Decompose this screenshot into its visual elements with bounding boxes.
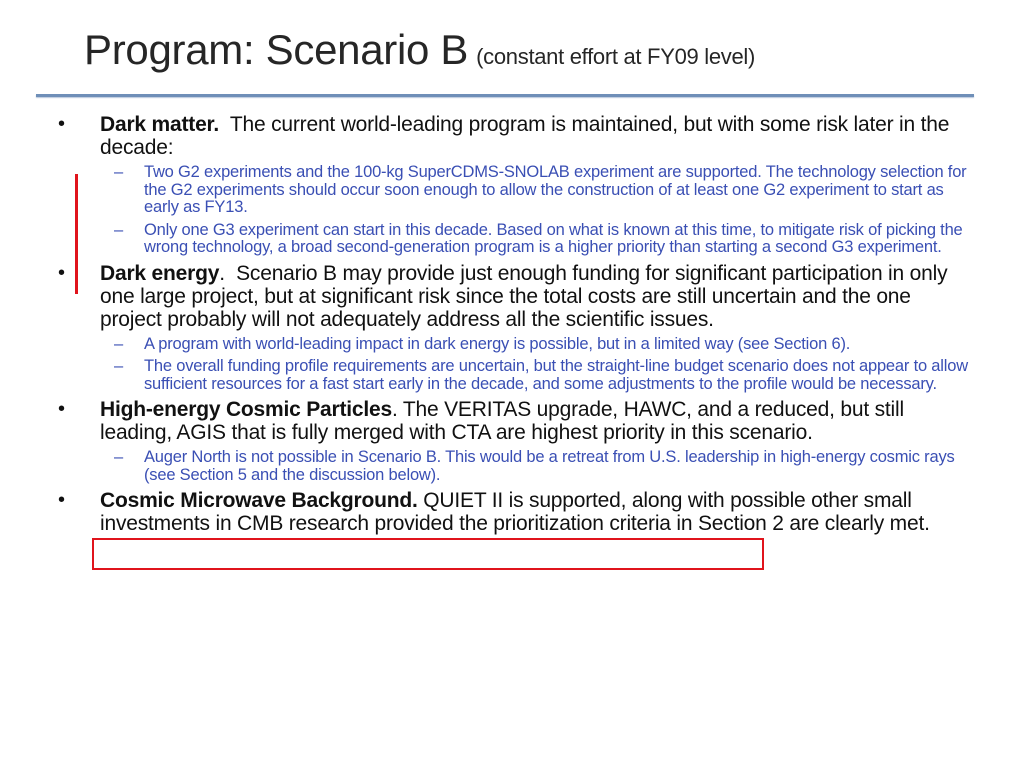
sub-bullet	[100, 449, 978, 484]
bullet-text: . Scenario B may provide just enough funding for significant participation in only one large project, but at significant risk since the total costs are still uncertain and the one project probably will not adequately address all the scientific issues.	[100, 261, 954, 331]
bullet-cosmic-particles	[58, 398, 978, 444]
sub-bullet	[100, 358, 978, 393]
dash-marker: –	[114, 448, 123, 466]
bullet-marker: •	[58, 261, 65, 284]
slide-title	[84, 26, 755, 74]
title-main: Program: Scenario B	[84, 26, 469, 73]
sub-bullet-text: The overall funding profile requirements are uncertain, but the straight-line budget scenario does not appear to allow sufficient resources for a fast start early in the decade, and some adjustments to the profile would be necessary.	[144, 357, 968, 393]
sub-bullet-text: Only one G3 experiment can start in this decade. Based on what is known at this time, to mitigate risk of picking the wrong technology, a broad second-generation program is a higher priority than starting a second G3 experiment.	[144, 220, 963, 256]
bullet-heading: Dark energy	[100, 261, 220, 285]
dash-marker: –	[114, 163, 123, 181]
sub-bullet	[100, 222, 978, 257]
bullet-dark-matter	[58, 113, 978, 159]
bullet-list	[58, 113, 978, 535]
bullet-marker: •	[58, 398, 65, 420]
bullet-text: The current world-leading program is maintained, but with some risk later in the decade:	[100, 113, 955, 159]
dash-marker: –	[114, 220, 123, 239]
title-divider	[36, 94, 974, 97]
highlight-box	[92, 538, 764, 570]
bullet-text: QUIET II is supported, along with possible other small investments in CMB research provided the prioritization criteria in Section 2 are clearly met.	[100, 489, 930, 535]
bullet-text: . The VERITAS upgrade, HAWC, and a reduced, but still leading, AGIS that is fully merged with CTA are highest priority in this scenario.	[100, 398, 910, 444]
dash-marker: –	[114, 357, 123, 375]
title-subtitle: (constant effort at FY09 level)	[476, 44, 756, 69]
bullet-heading: High-energy Cosmic Particles	[100, 398, 392, 421]
sub-bullet	[100, 164, 978, 217]
bullet-heading: Dark matter.	[100, 113, 219, 136]
bullet-dark-energy	[58, 262, 978, 331]
bullet-marker: •	[58, 113, 65, 135]
sub-bullet-text: Auger North is not possible in Scenario B. This would be a retreat from U.S. leadership in high-energy cosmic rays (see Section 5 and the discussion below).	[144, 448, 955, 484]
sub-bullet-text: Two G2 experiments and the 100-kg SuperCDMS-SNOLAB experiment are supported. The technology selection for the G2 experiments should occur soon enough to allow the construction of at least one G2 experiment to start as early as FY13.	[144, 163, 967, 216]
highlight-margin-line	[75, 174, 78, 294]
bullet-marker: •	[58, 489, 65, 511]
sub-bullet-text: A program with world-leading impact in dark energy is possible, but in a limited way (see Section 6).	[144, 334, 851, 353]
bullet-heading: Cosmic Microwave Background.	[100, 489, 418, 512]
sub-bullet	[100, 336, 978, 354]
dash-marker: –	[114, 334, 123, 353]
bullet-cmb	[58, 489, 978, 535]
